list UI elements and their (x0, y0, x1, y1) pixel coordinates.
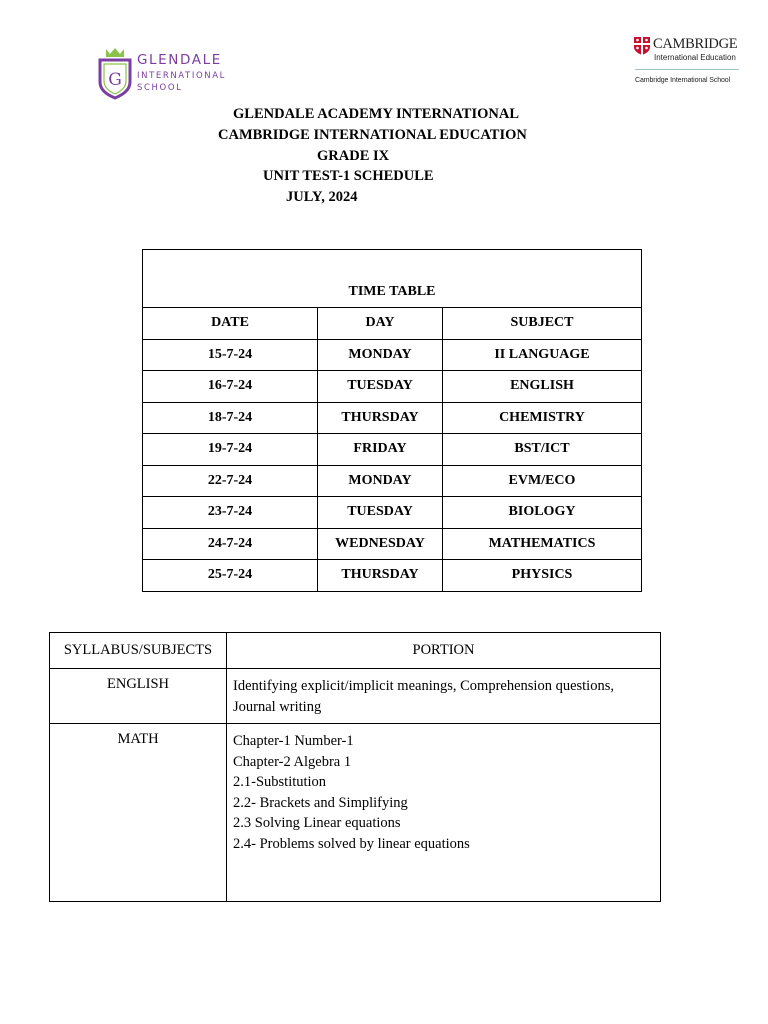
table-row (143, 339, 642, 371)
cell-date: 24-7-24 (143, 528, 318, 560)
cell-day: FRIDAY (318, 434, 443, 466)
portion-line: Chapter-1 Number-1 (233, 733, 354, 749)
timetable-header-row (143, 308, 642, 340)
syllabus-portion (227, 724, 661, 902)
school-logo-line2: SCHOOL (137, 83, 183, 93)
header-academy: GLENDALE ACADEMY INTERNATIONAL (233, 106, 520, 122)
timetable (142, 249, 642, 592)
cambridge-brand: CAMBRIDGE (653, 36, 738, 52)
timetable-caption-row (143, 250, 642, 308)
cell-subject: PHYSICS (443, 560, 642, 592)
col-date-header: DATE (143, 308, 318, 340)
cell-day: TUESDAY (318, 371, 443, 403)
portion-text: Identifying explicit/implicit meanings, Comprehension questions, Journal writing (233, 678, 614, 715)
cell-subject: BST/ICT (443, 434, 642, 466)
timetable-caption: TIME TABLE (143, 250, 642, 308)
portion-line: 2.1-Substitution (233, 774, 327, 790)
cell-subject: CHEMISTRY (443, 402, 642, 434)
cell-day: MONDAY (318, 339, 443, 371)
header-schedule: UNIT TEST-1 SCHEDULE (263, 168, 434, 184)
cambridge-school-line: Cambridge International School (635, 77, 731, 84)
table-row (143, 528, 642, 560)
cell-day: TUESDAY (318, 497, 443, 529)
cambridge-logo (634, 36, 744, 90)
col-portion-header: PORTION (227, 633, 661, 669)
syllabus-portion (227, 669, 661, 724)
cell-day: WEDNESDAY (318, 528, 443, 560)
syllabus-row-math (50, 724, 661, 902)
glendale-logo (97, 46, 247, 102)
col-subjects-header: SYLLABUS/SUBJECTS (50, 633, 227, 669)
cell-day: THURSDAY (318, 402, 443, 434)
portion-line: 2.2- Brackets and Simplifying (233, 794, 408, 811)
portion-line: 2.3 Solving Linear equations (233, 815, 401, 831)
cambridge-shield-icon (634, 37, 650, 55)
header-grade: GRADE IX (317, 148, 390, 164)
table-row (143, 465, 642, 497)
cambridge-divider (635, 69, 739, 70)
syllabus-subject: MATH (50, 724, 227, 902)
header-education: CAMBRIDGE INTERNATIONAL EDUCATION (218, 127, 527, 143)
syllabus-table (49, 632, 661, 902)
cell-subject: EVM/ECO (443, 465, 642, 497)
cell-date: 15-7-24 (143, 339, 318, 371)
col-day-header: DAY (318, 308, 443, 340)
syllabus-row-english (50, 669, 661, 724)
table-row (143, 371, 642, 403)
table-row (143, 497, 642, 529)
crest-letter: G (108, 70, 122, 90)
cell-subject: MATHEMATICS (443, 528, 642, 560)
cambridge-subtitle: International Education (654, 53, 736, 62)
cell-date: 22-7-24 (143, 465, 318, 497)
cell-subject: II LANGUAGE (443, 339, 642, 371)
cell-date: 25-7-24 (143, 560, 318, 592)
portion-line: 2.4- Problems solved by linear equations (233, 835, 470, 852)
school-crest-icon (97, 46, 133, 100)
cell-date: 18-7-24 (143, 402, 318, 434)
school-logo-line1: INTERNATIONAL (137, 71, 226, 81)
header-month: JULY, 2024 (286, 189, 358, 205)
cell-subject: ENGLISH (443, 371, 642, 403)
col-subject-header: SUBJECT (443, 308, 642, 340)
syllabus-subject: ENGLISH (50, 669, 227, 724)
portion-line: Chapter-2 Algebra 1 (233, 753, 352, 770)
table-row (143, 434, 642, 466)
cell-date: 23-7-24 (143, 497, 318, 529)
cell-subject: BIOLOGY (443, 497, 642, 529)
table-row (143, 560, 642, 592)
cell-date: 16-7-24 (143, 371, 318, 403)
syllabus-header-row (50, 633, 661, 669)
school-logo-name: GLENDALE (137, 52, 222, 68)
table-row (143, 402, 642, 434)
cell-date: 19-7-24 (143, 434, 318, 466)
cell-day: MONDAY (318, 465, 443, 497)
cell-day: THURSDAY (318, 560, 443, 592)
